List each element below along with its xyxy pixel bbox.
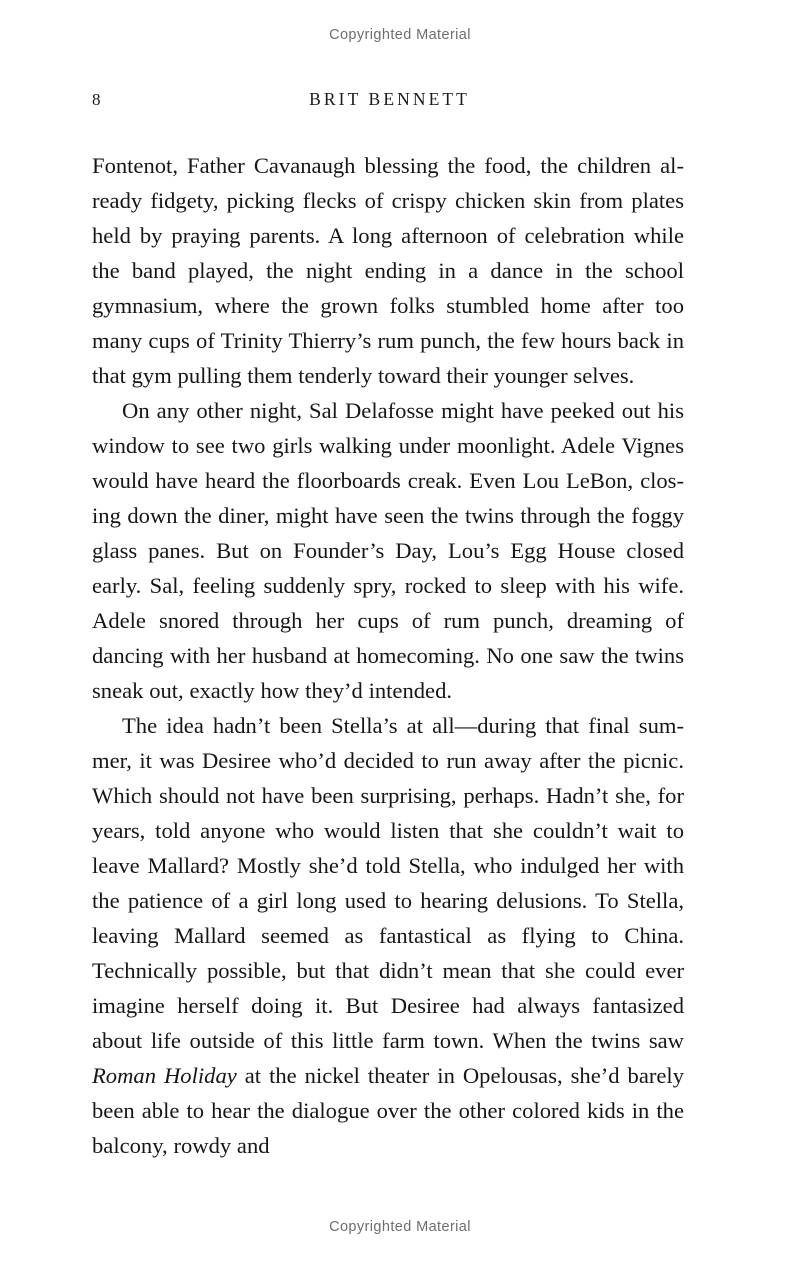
copyright-watermark-bottom: Copyrighted Material [329, 1219, 471, 1235]
body-text-block [92, 148, 684, 1163]
paragraph-3: The idea hadn’t been Stella’s at all—during that final summer, it was Desiree who’d decided to run away after the picnic. Which should not have been surprising, perhaps. Hadn’t she, for years, told anyone who would listen that she couldn’t wait to leave Mallard? Mostly she’d told Stella, who indulged her with the patience of a girl long used to hearing delusions. To Stella, leaving Mallard seemed as fantastical as flying to China. Technically possible, but that didn’t mean that she could ever imagine herself doing it. But Desiree had always fantasized about life outside of this little farm town. When the twins saw Roman Holiday at the nickel theater in Opelousas, she’d barely been able to hear the dialogue over the other colored kids in the balcony, rowdy and [92, 713, 684, 1158]
copyright-watermark-top: Copyrighted Material [329, 27, 471, 43]
italic-title: Roman Holiday [92, 1063, 237, 1088]
author-running-title: BRIT BENNETT [309, 89, 470, 109]
paragraph-continuation: Fontenot, Father Cavanaugh blessing the food, the children already fidgety, picking flecks of crispy chicken skin from plates held by praying parents. A long afternoon of celebration while the band played, the night ending in a dance in the school gymnasium, where the grown folks stumbled home after too many cups of Trinity Thierry’s rum punch, the few hours back in that gym pulling them tenderly toward their younger selves. [92, 153, 684, 388]
paragraph-2: On any other night, Sal Delafosse might have peeked out his window to see two girls walking under moonlight. Adele Vignes would have heard the floorboards creak. Even Lou LeBon, closing down the diner, might have seen the twins through the foggy glass panes. But on Founder’s Day, Lou’s Egg House closed early. Sal, feeling suddenly spry, rocked to sleep with his wife. Adele snored through her cups of rum punch, dreaming of dancing with her husband at homecoming. No one saw the twins sneak out, exactly how they’d intended. [92, 398, 684, 703]
page-number: 8 [92, 90, 101, 109]
running-head [92, 88, 684, 114]
